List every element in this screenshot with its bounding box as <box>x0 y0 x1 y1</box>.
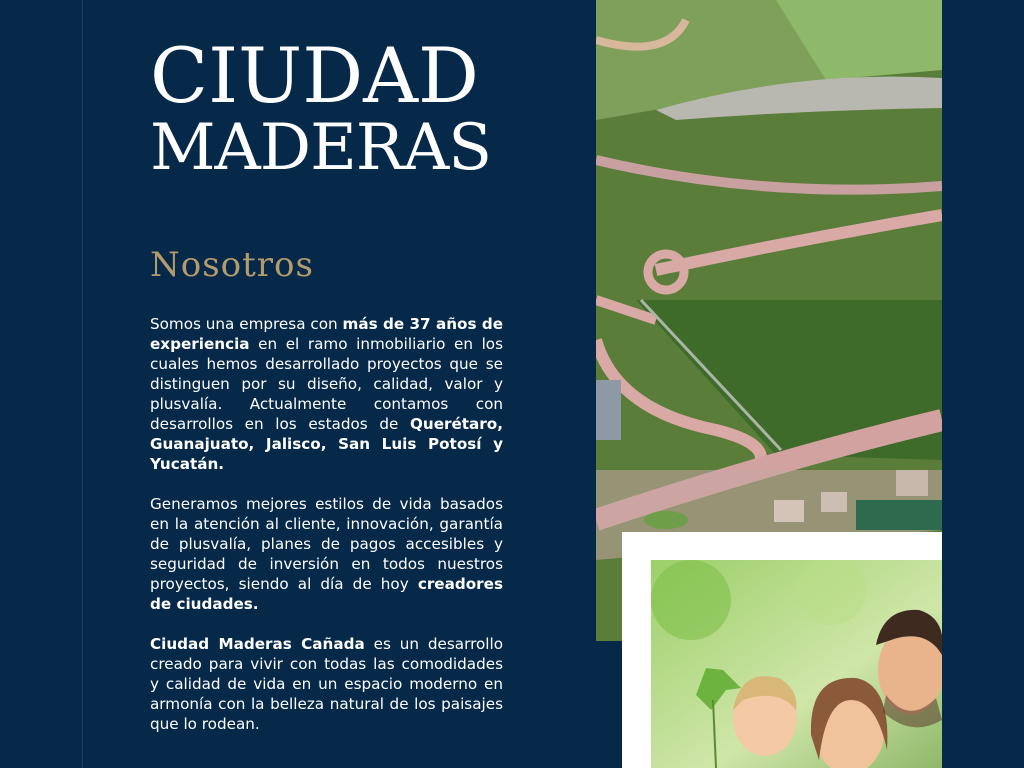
body-text <box>150 314 503 754</box>
paragraph-3 <box>150 634 503 734</box>
logo-line-1: CIUDAD <box>150 31 479 120</box>
text-run: Somos una empresa con <box>150 315 343 333</box>
bold-text-run: Querétaro, Guanajuato, Jalisco, San Luis Potosí y Yucatán. <box>150 415 503 473</box>
margin-divider <box>82 0 83 768</box>
text-run: es un desarrollo creado para vivir con todas las comodidades y calidad de vida en un espacio moderno en armonía con la belleza natural de los paisajes que lo rodean. <box>150 635 503 733</box>
paragraph-2 <box>150 494 503 614</box>
paragraph-1 <box>150 314 503 474</box>
bold-text-run: Ciudad Maderas Cañada <box>150 635 365 653</box>
ciudad-maderas-logo <box>150 31 510 185</box>
logo-line-2: MADERAS <box>150 111 492 185</box>
text-run: Generamos mejores estilos de vida basados en la atención al cliente, innovación, garantía de plusvalía, planes de pagos accesibles y seguridad de inversión en todos nuestros proyectos, siendo al día de hoy <box>150 495 503 593</box>
text-run: en el ramo inmobiliario en los cuales hemos desarrollado proyectos que se distinguen por su diseño, calidad, valor y plusvalía. Actualmente contamos con desarrollos en los estados de <box>150 335 503 433</box>
bold-text-run: creadores de ciudades. <box>150 575 503 613</box>
section-title: Nosotros <box>150 245 314 285</box>
bold-text-run: más de 37 años de experiencia <box>150 315 504 353</box>
family-photo <box>651 560 942 768</box>
